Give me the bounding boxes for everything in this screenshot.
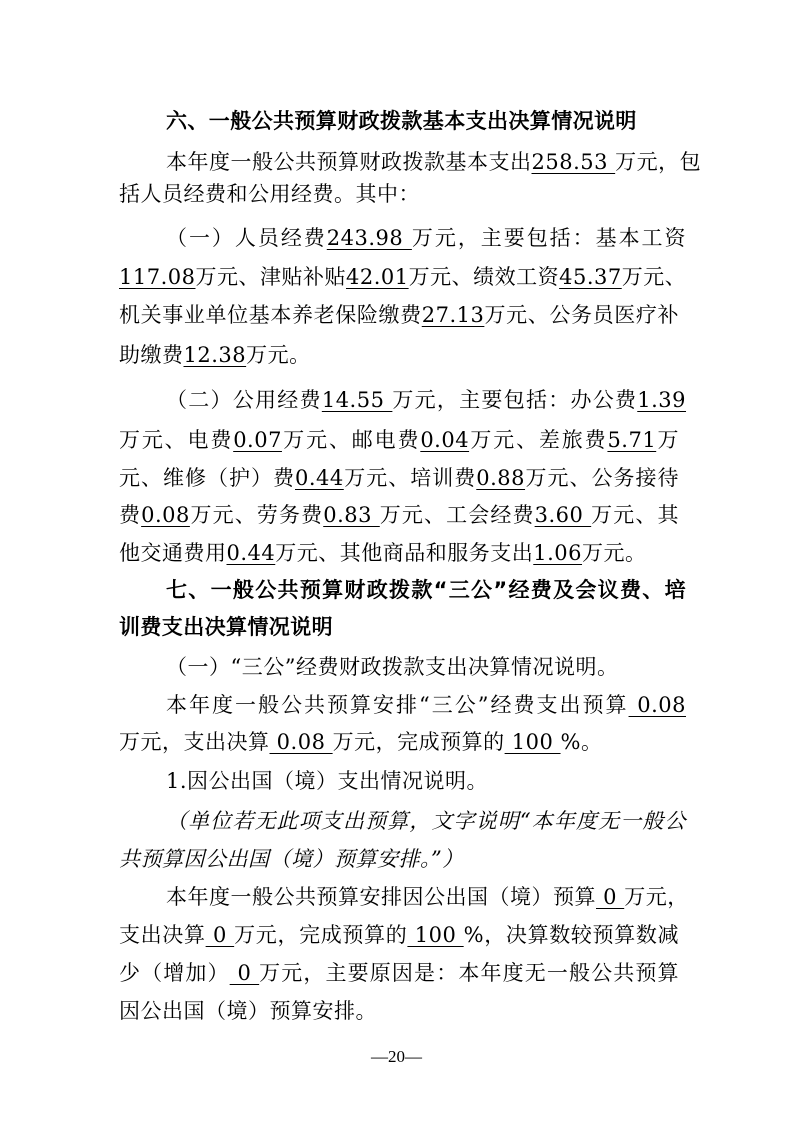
paragraph-line: （二）公用经费14.55 万元，主要包括：办公费1.39 [166,388,687,412]
value-basic-salary: 117.08 [119,265,196,289]
value-performance-pay: 45.37 [559,265,622,289]
value-three-public-budget: 0.08 [628,693,686,717]
value-allowance: 42.01 [345,265,409,289]
value-training-fee: 0.88 [476,466,526,490]
value-other-transport: 0.44 [226,541,276,565]
note-line: 共预算因公出国（境）预算安排。”） [119,847,464,871]
value-electricity-fee: 0.07 [233,428,282,452]
value-labor-fee: 0.83 [323,503,380,527]
paragraph-line: 少（增加） 0 万元，主要原因是：本年度无一般公共预算 [119,961,680,985]
paragraph-line: 括人员经费和公用经费。其中： [119,182,420,206]
paragraph-line: 元、维修（护）费0.44万元、培训费0.88万元、公务接待 [119,466,680,490]
value-three-public-actual: 0.08 [269,730,333,754]
note-line: （单位若无此项支出预算，文字说明“本年度无一般公 [166,809,686,833]
value-postal-fee: 0.04 [420,428,470,452]
value-reception-fee: 0.08 [141,503,190,527]
paragraph-line: 万元，支出决算 0.08 万元，完成预算的 100 %。 [119,730,603,754]
paragraph-line: （一）人员经费243.98 万元，主要包括：基本工资 [166,226,687,250]
paragraph-line: 本年度一般公共预算财政拨款基本支出258.53 万元，包 [166,150,702,174]
value-abroad-change: 0 [229,961,260,985]
paragraph-line: 机关事业单位基本养老保险缴费27.13万元、公务员医疗补 [119,303,679,327]
paragraph-line: 万元、电费0.07万元、邮电费0.04万元、差旅费5.71万 [119,428,680,452]
value-public-expense: 14.55 [321,388,393,412]
value-other-goods-services: 1.06 [533,541,583,565]
paragraph-line: 支出决算 0 万元，完成预算的 100 %，决算数较预算数减 [119,923,680,947]
subsection-heading: 1.因公出国（境）支出情况说明。 [166,769,489,793]
paragraph-line: 助缴费12.38万元。 [119,343,311,367]
section-heading-6: 六、一般公共预算财政拨款基本支出决算情况说明 [166,109,637,133]
value-maintenance-fee: 0.44 [295,466,344,490]
value-union-fee: 3.60 [534,503,592,527]
section-heading-7: 七、一般公共预算财政拨款“三公”经费及会议费、培 [166,578,686,602]
value-medical-subsidy: 12.38 [183,343,247,367]
paragraph-line: 117.08万元、津贴补贴42.01万元、绩效工资45.37万元、 [119,265,687,289]
subsection-heading: （一）“三公”经费财政拨款支出决算情况说明。 [166,655,619,679]
page-number: —20— [371,1047,422,1066]
value-abroad-actual: 0 [205,923,235,947]
value-pension-insurance: 27.13 [421,303,485,327]
value-three-public-rate: 100 [504,730,561,754]
value-personnel-expense: 243.98 [326,226,412,250]
value-abroad-rate: 100 [407,923,464,947]
paragraph-line: 本年度一般公共预算安排“三公”经费支出预算 0.08 [166,693,686,717]
value-office-fee: 1.39 [637,388,687,412]
value-abroad-budget: 0 [596,885,625,909]
section-heading-7-cont: 训费支出决算情况说明 [119,615,333,639]
paragraph-line: 本年度一般公共预算安排因公出国（境）预算 0 万元， [166,885,689,909]
value-basic-expense: 258.53 [531,150,616,174]
paragraph-line: 因公出国（境）预算安排。 [119,999,377,1023]
paragraph-line: 费0.08万元、劳务费0.83 万元、工会经费3.60 万元、其 [119,503,680,527]
value-travel-fee: 5.71 [607,428,657,452]
paragraph-line: 他交通费用0.44万元、其他商品和服务支出1.06万元。 [119,541,647,565]
